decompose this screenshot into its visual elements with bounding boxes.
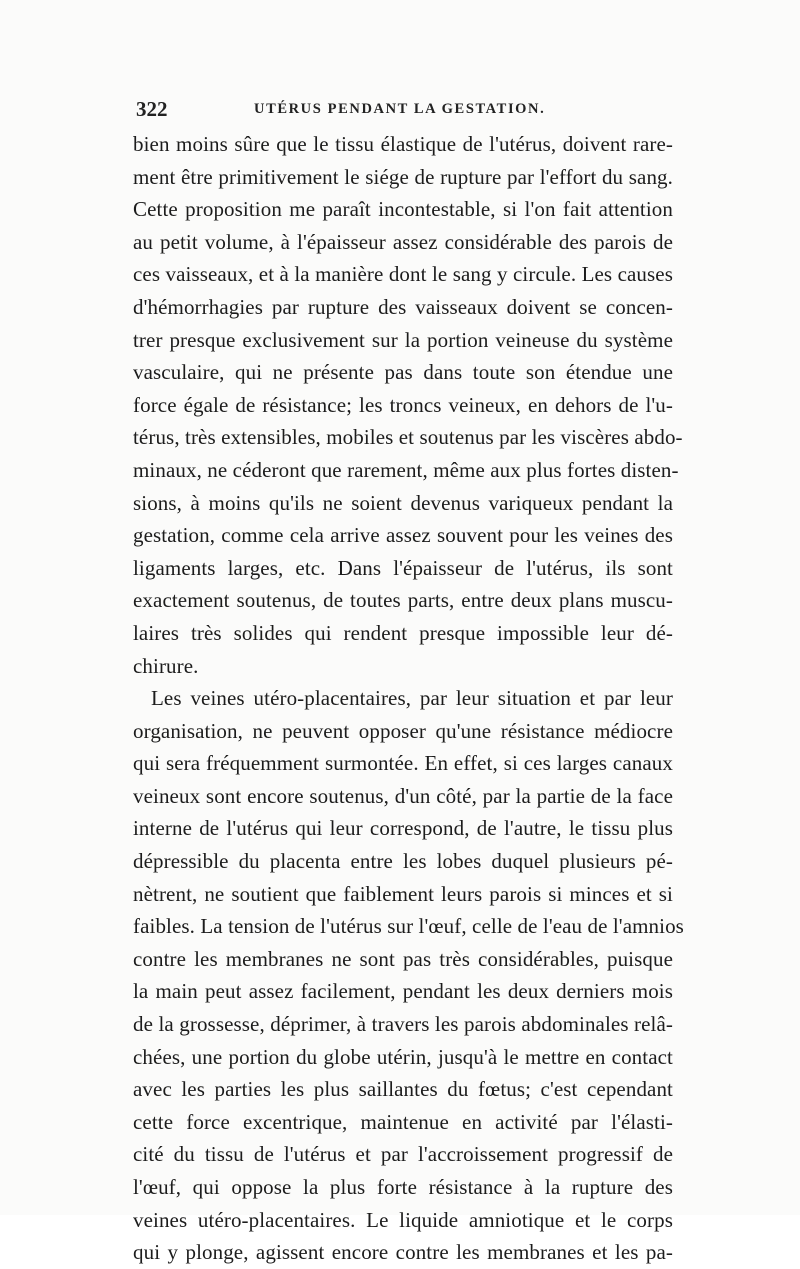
text-line: ces vaisseaux, et à la manière dont le sang y circule. Les causes bbox=[133, 262, 673, 287]
text-line: de la grossesse, déprimer, à travers les parois abdominales relâ- bbox=[133, 1012, 673, 1037]
text-line: minaux, ne céderont que rarement, même aux plus fortes disten- bbox=[133, 457, 679, 482]
text-line: avec les parties les plus saillantes du fœtus; c'est cependant bbox=[133, 1077, 673, 1102]
paragraph-2 bbox=[133, 682, 684, 1269]
text-line: exactement soutenus, de toutes parts, entre deux plans muscu- bbox=[133, 588, 673, 613]
text-line: qui y plonge, agissent encore contre les membranes et les pa- bbox=[133, 1240, 673, 1265]
text-line: nètrent, ne soutient que faiblement leurs parois si minces et si bbox=[133, 881, 673, 906]
text-line: force égale de résistance; les troncs veineux, en dehors de l'u- bbox=[133, 392, 673, 417]
text-line: contre les membranes ne sont pas très considérables, puisque bbox=[133, 946, 673, 971]
text-line: interne de l'utérus qui leur correspond, de l'autre, le tissu plus bbox=[133, 816, 673, 841]
text-line: Les veines utéro-placentaires, par leur situation et par leur bbox=[151, 686, 673, 711]
page-number: 322 bbox=[136, 97, 168, 121]
text-line: bien moins sûre que le tissu élastique de l'utérus, doivent rare- bbox=[133, 132, 673, 156]
text-line: sions, à moins qu'ils ne soient devenus variqueux pendant la bbox=[133, 490, 673, 515]
text-line: laires très solides qui rendent presque impossible leur dé- bbox=[133, 620, 673, 645]
text-line: dépressible du placenta entre les lobes duquel plusieurs pé- bbox=[133, 849, 673, 874]
text-line: chirure. bbox=[133, 653, 199, 678]
text-line: veineux sont encore soutenus, d'un côté, par la partie de la face bbox=[133, 783, 673, 808]
text-line: ligaments larges, etc. Dans l'épaisseur de l'utérus, ils sont bbox=[133, 555, 673, 580]
running-title: UTÉRUS PENDANT LA GESTATION. bbox=[254, 101, 546, 117]
body-text bbox=[133, 128, 684, 1269]
text-line: trer presque exclusivement sur la portion veineuse du système bbox=[133, 327, 673, 352]
text-line: la main peut assez facilement, pendant les deux derniers mois bbox=[133, 979, 673, 1004]
text-line: qui sera fréquemment surmontée. En effet, si ces larges canaux bbox=[133, 751, 673, 776]
text-line: cette force excentrique, maintenue en activité par l'élasti- bbox=[133, 1109, 673, 1134]
page-header bbox=[136, 97, 670, 121]
text-line: veines utéro-placentaires. Le liquide amniotique et le corps bbox=[133, 1207, 673, 1232]
text-line: chées, une portion du globe utérin, jusqu'à le mettre en contact bbox=[133, 1044, 673, 1069]
text-line: cité du tissu de l'utérus et par l'accroissement progressif de bbox=[133, 1142, 673, 1167]
text-line: d'hémorrhagies par rupture des vaisseaux doivent se concen- bbox=[133, 294, 673, 319]
text-line: Cette proposition me paraît incontestable, si l'on fait attention bbox=[133, 197, 673, 222]
text-line: ment être primitivement le siége de rupture par l'effort du sang. bbox=[133, 164, 673, 189]
paragraph-1 bbox=[133, 128, 683, 682]
text-line: l'œuf, qui oppose la plus forte résistance à la rupture des bbox=[133, 1175, 673, 1199]
text-line: gestation, comme cela arrive assez souvent pour les veines des bbox=[133, 523, 673, 548]
text-line: faibles. La tension de l'utérus sur l'œuf, celle de l'eau de l'amnios bbox=[133, 914, 684, 939]
text-line: vasculaire, qui ne présente pas dans toute son étendue une bbox=[133, 360, 673, 385]
text-line: au petit volume, à l'épaisseur assez considérable des parois de bbox=[133, 229, 673, 254]
text-line: térus, très extensibles, mobiles et soutenus par les viscères abdo- bbox=[133, 425, 683, 450]
text-line: organisation, ne peuvent opposer qu'une résistance médiocre bbox=[133, 718, 673, 743]
